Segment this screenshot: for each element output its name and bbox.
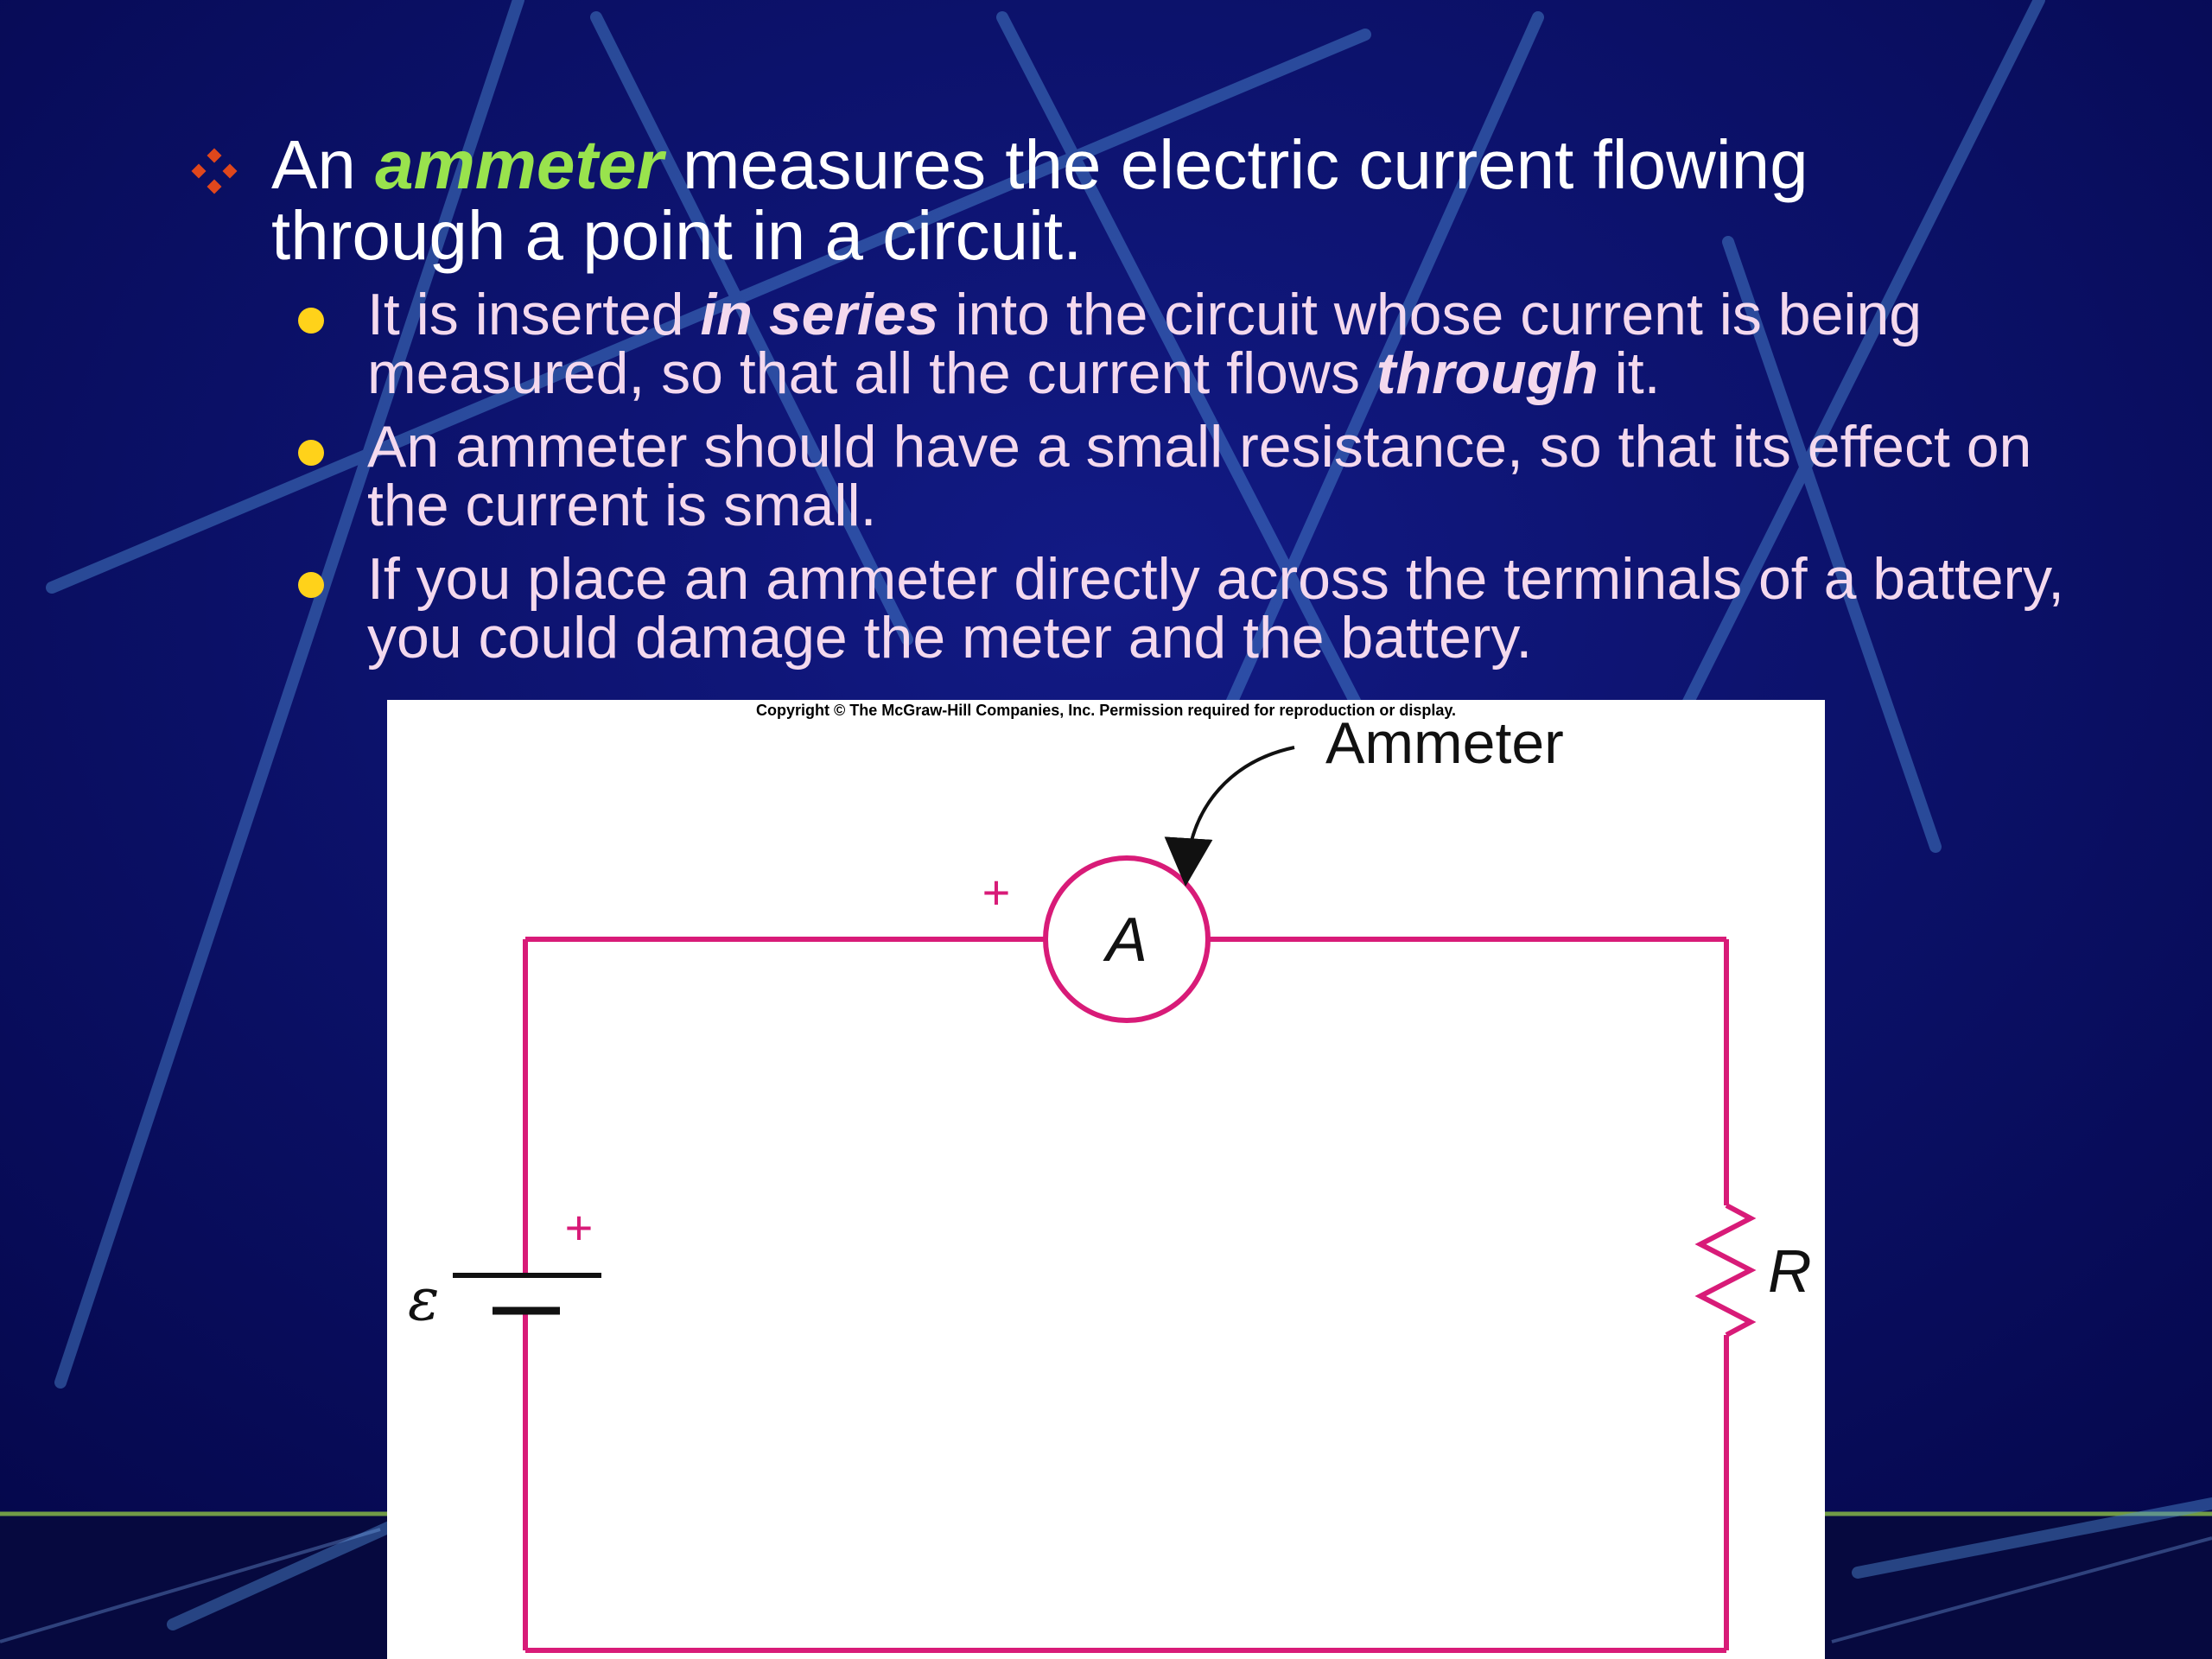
sub-bullet-text	[367, 282, 2069, 406]
sub-bullet-1	[298, 282, 2069, 406]
sub-bullet-2	[298, 414, 2069, 538]
circuit-diagram	[387, 700, 1825, 1659]
bullet-dot-icon	[298, 440, 324, 466]
sub-bullet-text: If you place an ammeter directly across the terminals of a battery, you could damage the meter and the battery.	[367, 546, 2065, 671]
battery-plus-sign: +	[564, 1200, 594, 1255]
resistor-symbol	[1700, 1205, 1751, 1335]
sub-bullet-text: An ammeter should have a small resistance, so that its effect on the current is small.	[367, 414, 2032, 538]
ammeter-symbol-label: A	[1105, 906, 1148, 975]
sub-bullet-3	[298, 546, 2069, 671]
copyright-notice: Copyright © The McGraw-Hill Companies, Inc. Permission required for reproduction or display.	[755, 702, 1457, 719]
sub-bullet-list	[298, 282, 2069, 682]
main-bullet-suffix: measures the electric current flowing through a point in a circuit.	[271, 126, 1808, 274]
sub-bullet-1-middle: into the circuit whose current is being measured, so that all the current flows	[367, 282, 1923, 406]
ammeter-callout-label: Ammeter	[1325, 710, 1564, 776]
main-bullet-prefix: An	[271, 126, 376, 203]
in-series-emphasis: in series	[700, 282, 939, 347]
diamond-bullet-icon	[190, 147, 238, 195]
ammeter-callout-arrow	[1186, 747, 1294, 873]
through-emphasis: through	[1376, 340, 1599, 406]
ammeter-highlight: ammeter	[375, 126, 664, 203]
sub-bullet-1-after: it.	[1598, 340, 1661, 406]
circuit-figure	[387, 700, 1825, 1659]
ammeter-plus-sign: +	[982, 865, 1011, 919]
bullet-dot-icon	[298, 572, 324, 598]
bullet-dot-icon	[298, 308, 324, 334]
resistor-label: R	[1768, 1237, 1812, 1305]
main-bullet-text	[271, 126, 2034, 274]
emf-label: ε	[408, 1266, 440, 1334]
sub-bullet-1-before: It is inserted	[367, 282, 701, 347]
